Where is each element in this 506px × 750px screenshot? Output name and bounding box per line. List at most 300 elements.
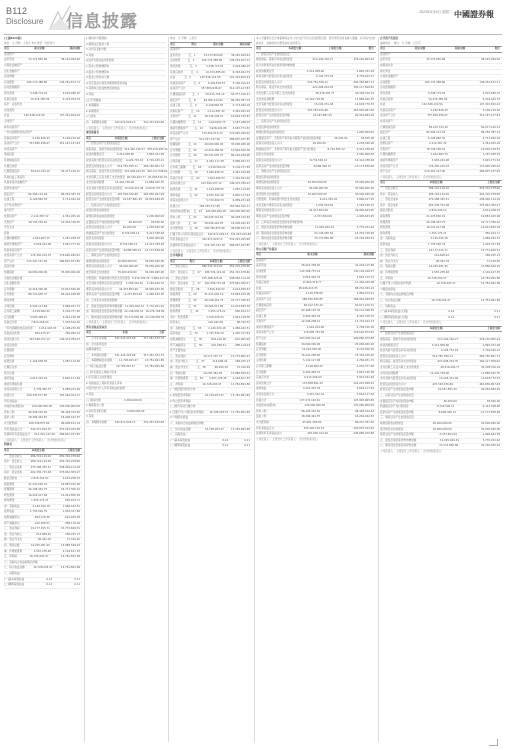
row-label: 其他权益工具投资 [4,175,25,179]
cell-value: 486,724,119.02 [30,454,52,458]
cell-value: 120,000,000.00 [304,404,326,408]
cell-value: 15,772,600.51 [230,354,250,358]
cell-value: 五、14 [188,143,197,147]
row-label: 加：会计政策变更 [86,342,107,346]
row-label: 3.其他 [86,415,94,419]
row-label: 无形资产 [170,115,181,119]
cell-value: 6,342,117.48 [29,304,48,308]
cell-value [47,226,49,231]
cell-value [449,75,451,80]
cell-value: 30,000,000.00 [355,192,374,196]
row-label: 存货 [4,114,10,118]
cell-value [190,138,192,143]
cell-value [448,288,450,293]
cell-value: 8,734,506.12 [121,231,140,235]
cell-value: 72,316.40 [486,259,500,263]
cell-value: 10,824,500.00 [61,287,80,291]
cell-value [374,53,376,58]
cell-value [80,126,82,131]
cell-value [219,433,221,438]
cell-value [80,282,82,287]
cell-value [164,71,166,76]
row-label: 四、利润总额 [4,544,20,548]
cell-value: 13,781,891.89 [481,276,500,280]
cell-value [194,355,196,360]
cell-value: 24,717,306.42 [231,298,250,302]
cell-value: 18,206,442.87 [231,221,250,225]
row-label: 3.盈余公积弥补亏损 [86,76,110,80]
cell-value: 16,224,017.66 [204,304,224,308]
cell-value: 331,243,425.68 [143,420,164,424]
row-label: 信用减值损失 [4,516,20,520]
cell-value: 8,734,506.12 [327,147,345,151]
cell-value [206,439,208,444]
cell-value [80,159,82,164]
cell-value [137,43,139,48]
row-label: 五、现金及现金等价物净增加额 [86,304,123,308]
cell-value: 期末余额 [34,47,45,51]
row-label: 加：其他收益 [4,504,20,508]
cell-value [334,64,336,69]
row-label: 六、其他综合收益的税后净额 [380,293,414,297]
cell-value: 期末余额 [414,47,426,51]
row-label: 四、利润总额 [380,265,396,269]
row-label: 6.其他 [86,92,94,96]
row-label: 项目 [86,331,92,335]
row-label: 项目 [256,47,262,51]
table-title: 所有者权益变动表 [86,325,107,329]
cell-value: 155,564,012.17 [229,204,250,208]
cell-value: 1,735,526.79 [206,332,224,336]
cell-value: 120,000,000.00 [31,405,53,409]
cell-value: 1,184,226.70 [356,203,374,207]
row-label: 归属于母公司股东的净利润 [380,282,412,286]
cell-value: 56,477,216.31 [481,125,500,129]
cell-value: 五、20 [190,176,200,180]
row-label: 5.其他综合收益结转留存收益 [86,87,120,91]
cell-value: 486,807,437.85 [229,137,250,141]
cell-value: 9,412,338.48 [356,147,374,151]
cell-value: 2,361,925.16 [482,142,500,146]
cell-value: 5,713,462.04 [62,198,80,202]
row-label: 持有待售资产 [4,125,20,129]
cell-value: 12,716,422.13 [355,320,374,324]
cell-value: 五、7 [192,92,199,96]
row-label: 盈余公积 [256,415,267,419]
cell-value: 26,108,442.75 [426,220,446,224]
row-label: 应付账款 [256,353,267,357]
cell-value: 3,415,322.18 [306,393,325,396]
cell-value [50,159,52,164]
row-label: 减：所得税费用 [380,270,399,274]
table-title: (上接B111版) [4,37,22,40]
cell-value: 120,548,119.56 [23,114,45,118]
cell-value: 375,842,309.27 [59,471,80,475]
row-label: 未分配利润 [256,420,269,424]
row-label: 使用权资产 [170,109,183,113]
row-label: 固定资产 [380,131,391,135]
cell-value: 7,316,522.40 [232,176,250,180]
cell-value: 40,000,000.00 [28,270,48,274]
cell-value: 1,024,663.75 [32,237,50,241]
cell-value: 3,645,771.52 [482,159,500,163]
row-label: 租赁负债 [170,188,181,192]
cell-value: 512,440,316.27 [312,58,334,62]
cell-value [80,148,82,153]
cell-value: 10,216,300.00 [302,348,322,352]
cell-value: 11,886,402.35 [145,181,164,185]
row-label: 减：营业外支出 [170,366,189,370]
cell-value: 5,106,210.02 [232,81,250,85]
cell-value: 497,593,676.66 [117,192,138,196]
cell-value: 3,248,774.03 [29,91,48,95]
section-title: 信息披露 [66,12,138,32]
cell-value: 13,781,891.89 [481,298,500,302]
cell-value: 337,856,936.67 [29,142,50,146]
row-label: 流动资产合计 [170,87,186,91]
cell-value [374,120,376,125]
cell-value: 33,172,850.86 [439,444,459,448]
cell-value: 五、35 [193,338,203,342]
cell-value: -1,990,643.95 [145,293,164,297]
row-label: 分配股利、利润或偿付利息支付的现金 [256,198,301,202]
row-label: 二、营业总成本 [4,465,23,469]
row-label: 加：期初现金及现金等价物余额 [86,310,123,314]
cell-value: 35,000,000.00 [432,427,452,431]
cell-value: 15,226,331.48 [439,377,459,381]
footnote-text: 单位：元 币种：人民币 [170,37,197,40]
cell-value: 96,428,310.62 [231,216,250,219]
row-label: 筹资活动现金流出小计 [256,209,282,213]
cell-value: 3,442,190.08 [62,315,80,319]
cell-value: 期初余额 [454,47,466,51]
cell-value [219,416,221,421]
cell-value: 0.14 [448,315,455,319]
row-label: 1.期初未分配利润 [86,37,107,40]
row-label: 经营活动产生的现金流量净额 [86,198,120,202]
cell-value: 19,177,315.71 [428,248,448,252]
cell-value: 14,912,850.39 [61,493,80,497]
cell-value: -416,208.51 [33,521,50,525]
cell-value: 上期发生额 [328,47,342,51]
row-label: 二、投资活动产生的现金流量： [86,203,123,207]
row-label: 支付其他与筹资活动有关的现金 [86,282,123,286]
cell-value: 19,883,425.06 [61,482,80,486]
cell-value: 486,724,119.02 [30,460,52,464]
cell-value: 五、13 [194,126,203,130]
cell-value [139,59,141,64]
cell-value: 2,114,387.32 [429,142,447,146]
cell-value: 3,248,774.03 [205,64,224,68]
row-label: 六、期末现金及现金等价物余额 [380,444,417,448]
cell-value: 342,971,629.15 [207,232,229,236]
cell-value: 86,250,387.19 [231,98,250,102]
cell-value [500,416,502,421]
cell-value: 期末余额 [212,42,224,46]
cell-value: 五、3 [189,64,197,68]
cell-value: 6,128,840.55 [205,104,224,108]
cell-value [80,383,82,388]
cell-value [51,64,53,69]
cell-value [200,244,202,249]
cell-value: 421,608,224.35 [124,170,145,174]
cell-value: 470,188,325.41 [428,198,450,202]
cell-value [374,64,376,69]
cell-value: 452,310,478.66 [59,460,80,464]
cell-value: 5,104,377.65 [62,310,80,314]
row-label: 固定资产 [256,309,267,313]
cell-value: 375,842,309.27 [479,203,500,207]
row-label: 预计负债 [4,371,15,375]
row-label: 其中：营业成本 [380,203,399,207]
row-label: 其中：营业成本 [170,282,189,286]
cell-value: 463,830,997.69 [143,192,164,196]
cell-value [445,70,447,75]
cell-value: 28,416,338.20 [301,264,321,268]
cell-value [135,37,137,42]
cell-value [133,348,135,353]
row-label: 流动负债合计 [256,381,272,385]
row-label: 项目 [380,326,386,330]
cell-value: 3,984,210.41 [356,292,374,296]
cell-value: 342,971,629.15 [114,420,136,424]
cell-value: 3,019,480.25 [232,64,250,68]
table-header-row [4,46,82,53]
row-label: 经营活动产生的现金流量净额 [256,114,290,118]
row-label: 购建固定资产支付的现金 [86,231,115,235]
row-label: 二、投资活动产生的现金流量： [380,394,417,397]
cell-value [51,249,53,254]
row-label: 经营活动产生的现金流量净额 [380,388,414,392]
row-label: 其中：利息费用 [170,315,189,319]
cell-value: 5,713,462.04 [482,136,500,140]
row-label: 偿还债务支付的现金 [256,192,280,196]
row-label: 生产性生物资产 [4,203,23,207]
cell-value [80,70,82,75]
row-label: 七、综合收益总额 [380,298,401,302]
cell-value: 21,447,630.19 [426,215,446,218]
cell-value [51,383,53,388]
row-label: 筹资活动产生的现金流量净额 [86,293,120,297]
row-label: 交易性金融负债 [4,276,23,280]
cell-value: 317,461,533.79 [143,353,164,357]
row-label: 货币资金 [256,264,267,268]
cell-value: 94,677,216.31 [355,303,374,307]
cell-value: 4,802,117.64 [62,377,80,381]
cell-value: 72,316.40 [66,538,80,542]
cell-value: 1,255,175.21 [429,231,447,235]
cell-value: 84,306,114.92 [426,131,446,135]
cell-value: 13,781,891.89 [145,359,164,363]
cell-value: 163,596,157.12 [201,182,222,186]
cell-value: 本期发生额 [31,448,45,452]
issue-date: 2023年6月6日 星期二 [419,10,452,14]
row-label: 处置固定资产收回的现金净额 [380,399,414,403]
row-label: 应付账款 [170,154,181,158]
cell-value: -612,405.28 [234,338,250,342]
row-label: 负债和所有者权益总计 [170,243,196,247]
cell-value: 5,916,522.40 [356,376,374,380]
cell-value: 107,322,810.44 [479,103,500,107]
row-label: 六、其他综合收益的税后净额 [4,560,38,564]
row-label: 预付款项 [256,275,267,279]
cell-value [50,86,52,91]
cell-value: 1,238,500.00 [356,142,374,146]
row-label: 减：所得税费用 [170,377,189,381]
cell-value [47,75,49,80]
cell-value [137,71,139,76]
row-label: 其他应付款 [170,176,183,180]
cell-value: 五、8 [188,98,196,102]
cell-value [56,131,58,136]
cell-value: 五、37 [196,360,205,364]
cell-value [80,165,82,170]
cell-value: 46,200.00 [443,399,457,403]
cell-value: 2,114,387.32 [207,109,225,113]
row-label: 拆出资金 [380,69,391,73]
cell-value: 766,484.12 [65,332,80,336]
row-label: 处置固定资产、无形资产和其他长期资产收回的现金净额 [256,136,321,140]
cell-value [500,332,502,337]
cell-value: 452,310,478.66 [229,265,250,269]
cell-value: 120,548,119.56 [421,103,443,107]
cell-value [164,76,166,81]
cell-value: 4,204,377.65 [356,365,374,369]
row-label: 应付票据 [256,348,267,352]
cell-value: 1,187,208.93 [62,237,80,241]
cell-value: 1,184,226.70 [146,282,164,286]
cell-value: 2,708,410.36 [356,325,374,329]
cell-value: 上期发生额 [487,326,500,330]
cell-value: 2,567,278.48 [209,377,227,381]
cell-value: 486,724,119.02 [201,265,223,269]
table-title: 利润表 [4,443,12,447]
cell-value: 2,146,320.18 [430,237,448,241]
cell-value [47,355,49,360]
cell-value: 11,886,402.35 [481,371,500,375]
cell-value: 9,412,338.48 [482,405,500,409]
cell-value: 9,318,044.79 [482,97,500,101]
cell-value: 19,004,318.87 [481,147,500,151]
cell-value: 18,206,442.87 [28,416,48,420]
cell-value: 18,206,442.87 [61,416,80,420]
cell-value [164,382,166,387]
cell-value: 2,146,320.18 [208,326,226,330]
row-label: 应收账款 [4,80,15,84]
row-label: 未分配利润 [4,421,17,425]
cell-value: 512,307,147.00 [26,259,48,263]
cell-value: 96,608,672.19 [231,227,250,231]
cell-value: 22,146,930.52 [145,315,165,319]
row-label: 使用权资产 [4,215,17,218]
cell-value [500,120,502,125]
row-label: (二)按所有权归属分类 [170,405,196,409]
row-label: 在建工程 [256,314,267,318]
cell-value: 86,250,387.19 [481,131,500,135]
row-label: 长期股权投资 [170,92,186,96]
cell-value: 上期 [158,331,164,335]
cell-value [164,104,166,109]
row-label: 取得投资收益收到的现金 [256,131,285,135]
row-label: 筹资活动产生的现金流量净额 [380,433,414,437]
cell-value [374,126,376,131]
cell-value: 40,000,000.00 [432,421,452,425]
cell-value: 38,500.00 [150,220,164,224]
cell-value: 120,000,000.00 [353,404,374,408]
row-label: 七、综合收益总额 [4,566,25,570]
cell-value [51,204,53,209]
cell-value: 12,442,718.06 [115,181,135,185]
cell-value: 14,412,338.48 [355,159,374,163]
row-label: 加：其他收益 [170,326,186,330]
cell-value: 56,477,216.31 [61,170,80,174]
row-label: (二)稀释每股收益 [170,444,191,448]
cell-value [164,299,166,304]
row-label: 管理费用 [4,488,15,492]
cell-value: 45,208,316.19 [147,175,167,179]
cell-value: 331,243,425.68 [230,232,251,236]
cell-value: -824,116.36 [33,516,50,520]
cell-value: 33,172,850.86 [124,315,144,319]
row-label: 其中：应收利息 [4,103,23,107]
row-label: 使用权资产 [380,142,393,146]
cell-value [48,165,50,170]
cell-value: -824,116.36 [210,338,227,342]
cell-value: 214,608.42 [36,532,52,536]
row-label: 取得投资收益收到的现金 [86,215,115,218]
cell-value [47,299,49,304]
row-label: 四、汇率变动对现金的影响 [86,298,118,302]
cell-value: 35,000,000.00 [355,181,374,185]
row-label: 销售商品、提供劳务收到的现金 [86,147,123,151]
cell-value [133,99,135,104]
cell-value [229,349,231,354]
row-label: 取得借款收到的现金 [380,421,404,425]
cell-value: 13,781,891.89 [231,394,250,397]
cell-value: 149,254,672.71 [479,80,500,84]
cell-value [48,366,50,371]
cell-value [164,410,166,415]
row-label: 盈余公积 [4,416,15,420]
row-label: 其他应付款 [256,376,269,380]
footnote-text: 公司负责人： 主管会计工作负责人： 会计机构负责人： [380,449,444,453]
cell-value: 20,934,684.05 [145,198,164,202]
cell-value [164,387,166,392]
row-label: 前期差错更正 [86,348,102,352]
row-label: 研发费用 [4,493,15,497]
cell-value: 3,214,508.66 [306,69,325,73]
cell-value: 33,172,850.86 [426,58,446,62]
cell-value: 58,212,743.10 [428,125,448,129]
cell-value: 19,295,481.95 [30,544,50,548]
cell-value: 五、34 [189,332,198,336]
cell-value: 4,218,560.22 [208,165,226,169]
cell-value: 期末余额 [307,253,318,257]
cell-value: 12,416,300.00 [204,148,224,152]
cell-value: 486,724,119.02 [428,192,450,196]
cell-value: 12,604,318.77 [302,281,322,285]
cell-value [80,131,82,136]
cell-value: 1,287,114.30 [62,360,80,364]
cell-value: 13,781,891.89 [481,282,500,286]
row-label: 八、每股收益： [380,304,399,308]
cell-value: -416,208.51 [210,343,227,347]
row-label: 三、营业利润 [170,354,186,358]
cell-value: 467,600,312.94 [307,432,328,436]
row-label: (二)稀释每股收益 [4,583,25,587]
cell-value: 317,461,533.79 [143,337,164,341]
cell-value: 1,986,442.51 [62,504,80,508]
